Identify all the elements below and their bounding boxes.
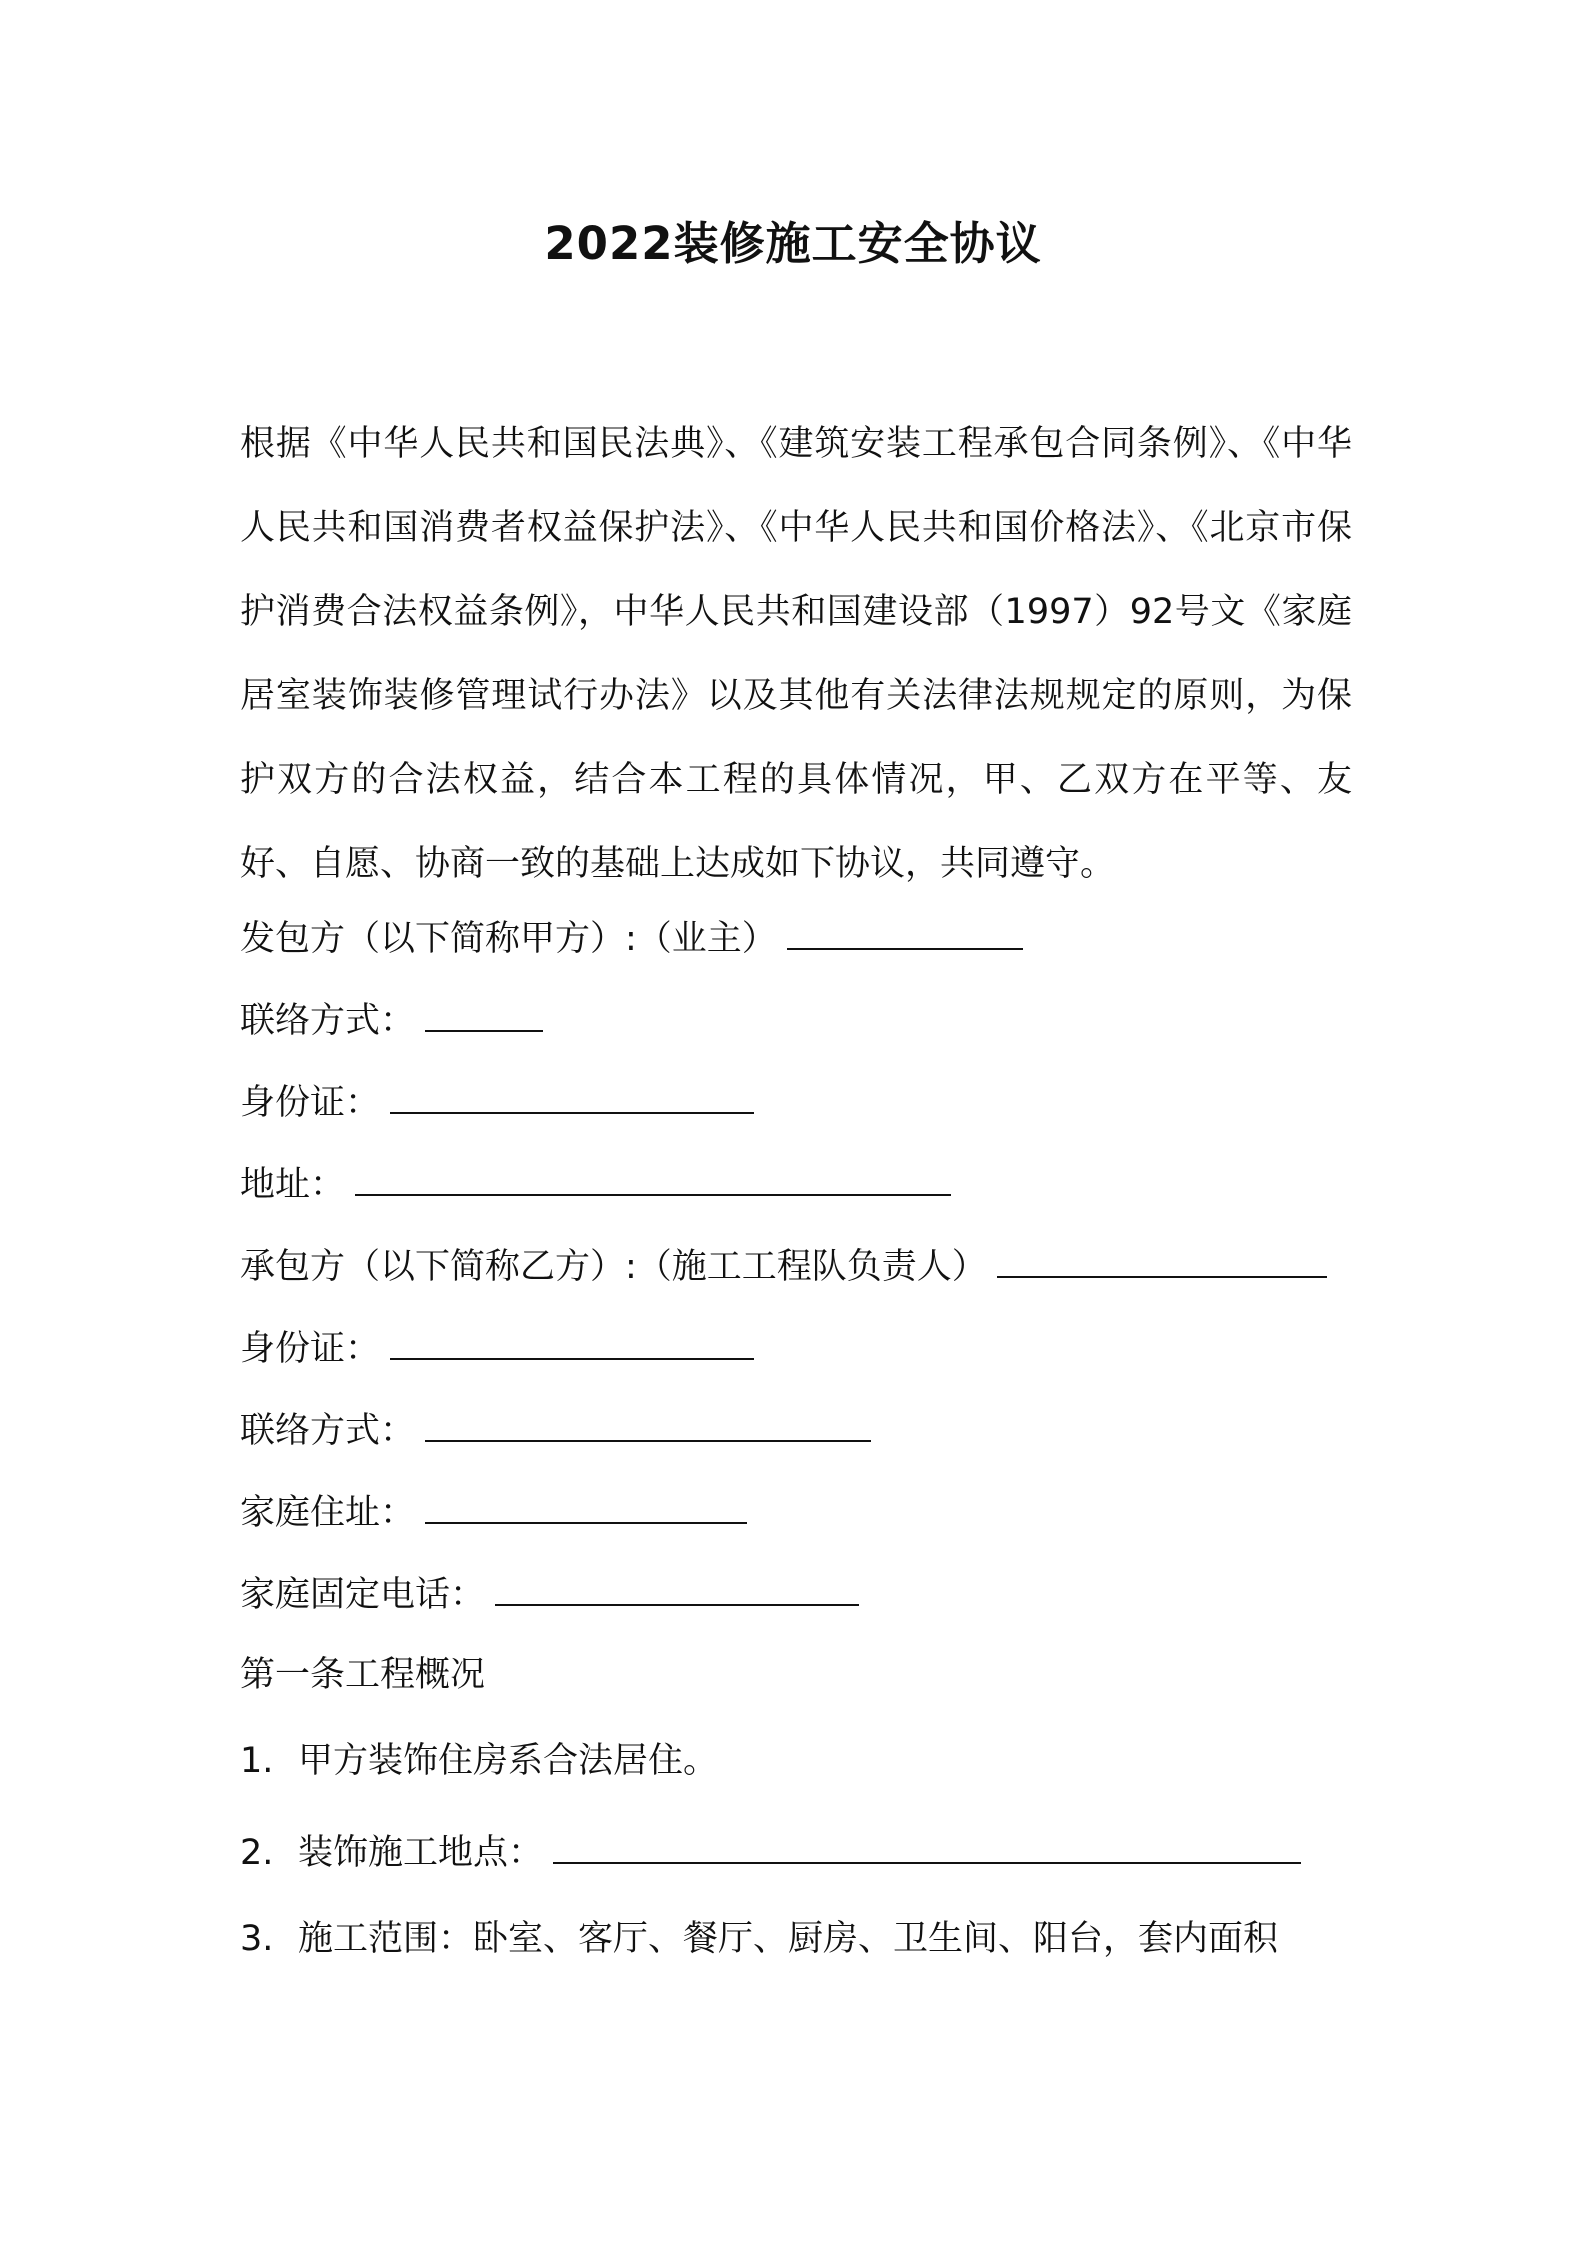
party-b-id-line <box>240 1322 754 1374</box>
item-number: 2. <box>240 1833 274 1873</box>
party-a-contact-line <box>240 994 543 1046</box>
party-b-name-field[interactable] <box>997 1240 1327 1278</box>
item-text: 装饰施工地点： <box>298 1833 544 1873</box>
party-b-contact-field[interactable] <box>425 1404 871 1442</box>
party-a-address-label: 地址： <box>240 1165 346 1205</box>
item-number: 3. <box>240 1919 274 1959</box>
party-a-id-field[interactable] <box>390 1076 754 1114</box>
party-b-contact-line <box>240 1404 871 1456</box>
item-number: 1. <box>240 1741 274 1781</box>
party-b-label: 承包方（以下简称乙方）:（施工工程队负责人） <box>240 1247 987 1287</box>
party-b-contact-label: 联络方式： <box>240 1411 416 1451</box>
item-text: 施工范围：卧室、客厅、餐厅、厨房、卫生间、阳台，套内面积 <box>298 1919 1279 1959</box>
party-a-name-field[interactable] <box>787 912 1023 950</box>
party-a-label: 发包方（以下简称甲方）:（业主） <box>240 919 777 959</box>
party-a-address-line <box>240 1158 951 1210</box>
party-b-home-phone-label: 家庭固定电话： <box>240 1575 486 1615</box>
document-title: 2022装修施工安全协议 <box>544 217 1042 270</box>
party-b-home-address-label: 家庭住址： <box>240 1493 416 1533</box>
party-b-line <box>240 1240 1327 1292</box>
article-1-item-1 <box>240 1736 718 1786</box>
party-a-address-field[interactable] <box>355 1158 951 1196</box>
party-a-id-line <box>240 1076 754 1128</box>
party-a-id-label: 身份证： <box>240 1083 381 1123</box>
article-1-item-2 <box>240 1826 1301 1878</box>
intro-paragraph: 根据《中华人民共和国民法典》、《建筑安装工程承包合同条例》、《中华人民共和国消费者权益保护法》、《中华人民共和国价格法》、《北京市保护消费合法权益条例》，中华人民共和国建设部（1997）92号文《家庭居室装饰装修管理试行办法》以及其他有关法律法规规定的原则，为保护双方的合法权益，结合本工程的具体情况，甲、乙双方在平等、友好、自愿、协商一致的基础上达成如下协议，共同遵守。 <box>240 424 1352 884</box>
article-1-item-3 <box>240 1914 1278 1964</box>
party-b-home-phone-field[interactable] <box>495 1568 859 1606</box>
article-1-heading: 第一条工程概况 <box>240 1655 486 1695</box>
construction-site-field[interactable] <box>553 1826 1301 1864</box>
party-a-contact-label: 联络方式： <box>240 1001 416 1041</box>
party-a-contact-field[interactable] <box>425 994 543 1032</box>
party-a-line <box>240 912 1023 964</box>
party-b-home-address-field[interactable] <box>425 1486 747 1524</box>
party-b-id-field[interactable] <box>390 1322 754 1360</box>
party-b-home-phone-line <box>240 1568 859 1620</box>
party-b-id-label: 身份证： <box>240 1329 381 1369</box>
item-text: 甲方装饰住房系合法居住。 <box>298 1741 719 1781</box>
party-b-home-address-line <box>240 1486 747 1538</box>
